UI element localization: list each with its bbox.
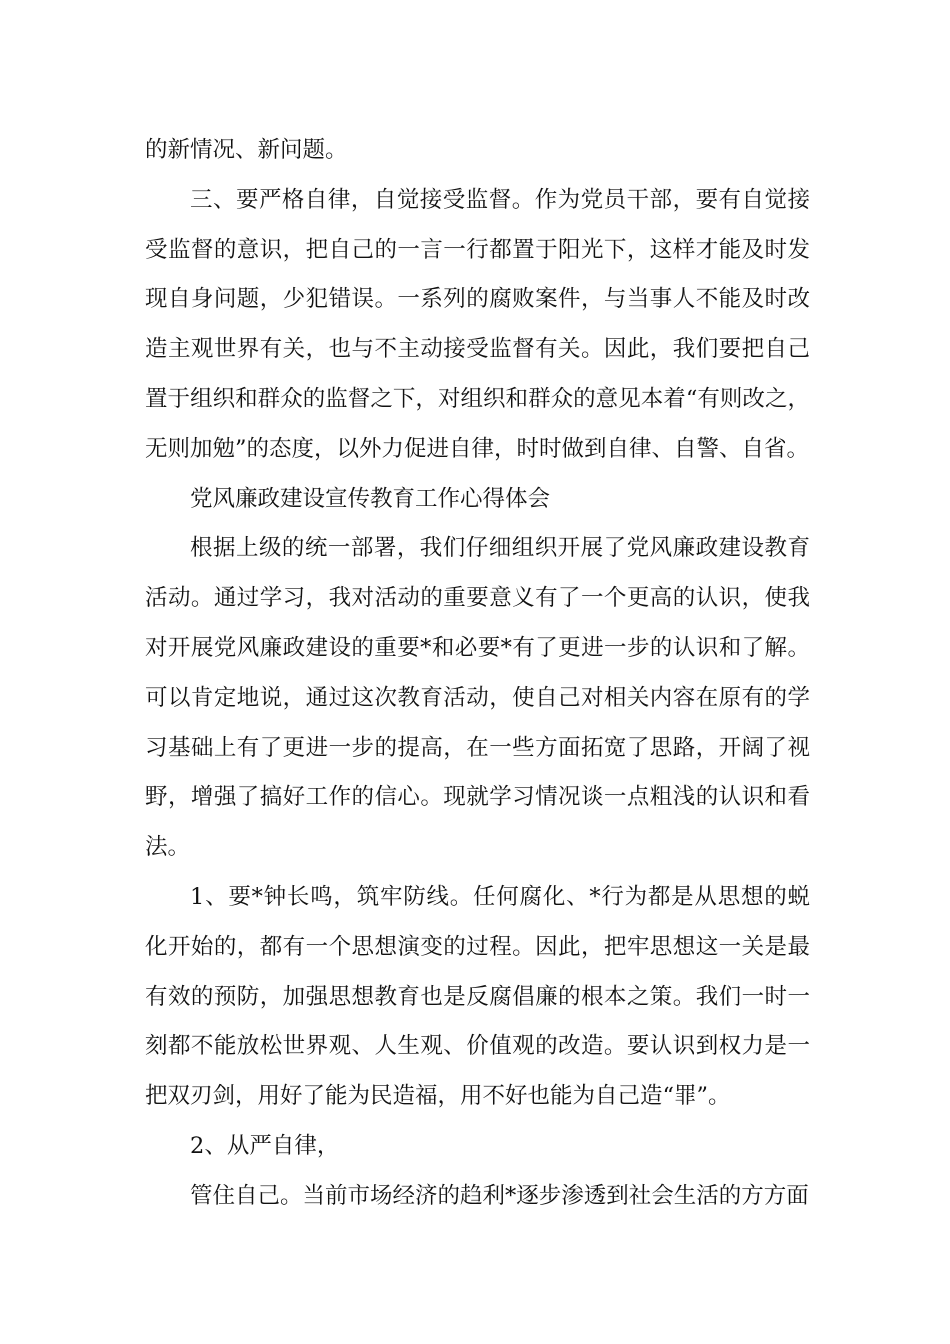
paragraph-section-three: 三、要严格自律，自觉接受监督。作为党员干部，要有自觉接受监督的意识，把自己的一言一行都置于阳光下，这样才能及时发现自身问题，少犯错误。一系列的腐败案件，与当事人不能及时改造主观世界有关，也与不主动接受监督有关。因此，我们要把自己置于组织和群众的监督之下，对组织和群众的意见本着“有则改之，无则加勉”的态度，以外力促进自律，时时做到自律、自警、自省。: [145, 186, 810, 462]
paragraph-point-two-heading: 2、从严自律，: [190, 1132, 340, 1159]
paragraph-continuation: 的新情况、新问题。: [145, 137, 348, 163]
paragraph-point-one: 1、要*钟长鸣，筑牢防线。任何腐化、*行为都是从思想的蜕化开始的，都有一个思想演变的过程。因此，把牢思想这一关是最有效的预防，加强思想教育也是反腐倡廉的根本之策。我们一时一刻都不能放松世界观、人生观、价值观的改造。要认识到权力是一把双刃剑，用好了能为民造福，用不好也能为自己造“罪”。: [145, 883, 810, 1110]
paragraph-intro: 根据上级的统一部署，我们仔细组织开展了党风廉政建设教育活动。通过学习，我对活动的重要意义有了一个更高的认识，使我对开展党风廉政建设的重要*和必要*有了更进一步的认识和了解。可以肯定地说，通过这次教育活动，使自己对相关内容在原有的学习基础上有了更进一步的提高，在一些方面拓宽了思路，开阔了视野，增强了搞好工作的信心。现就学习情况谈一点粗浅的认识和看法。: [145, 535, 810, 861]
document-body: [145, 126, 810, 1222]
paragraph-point-two-body: 管住自己。当前市场经济的趋利*逐步渗透到社会生活的方方面: [190, 1182, 809, 1209]
section-heading: 党风廉政建设宣传教育工作心得体会: [190, 485, 551, 512]
